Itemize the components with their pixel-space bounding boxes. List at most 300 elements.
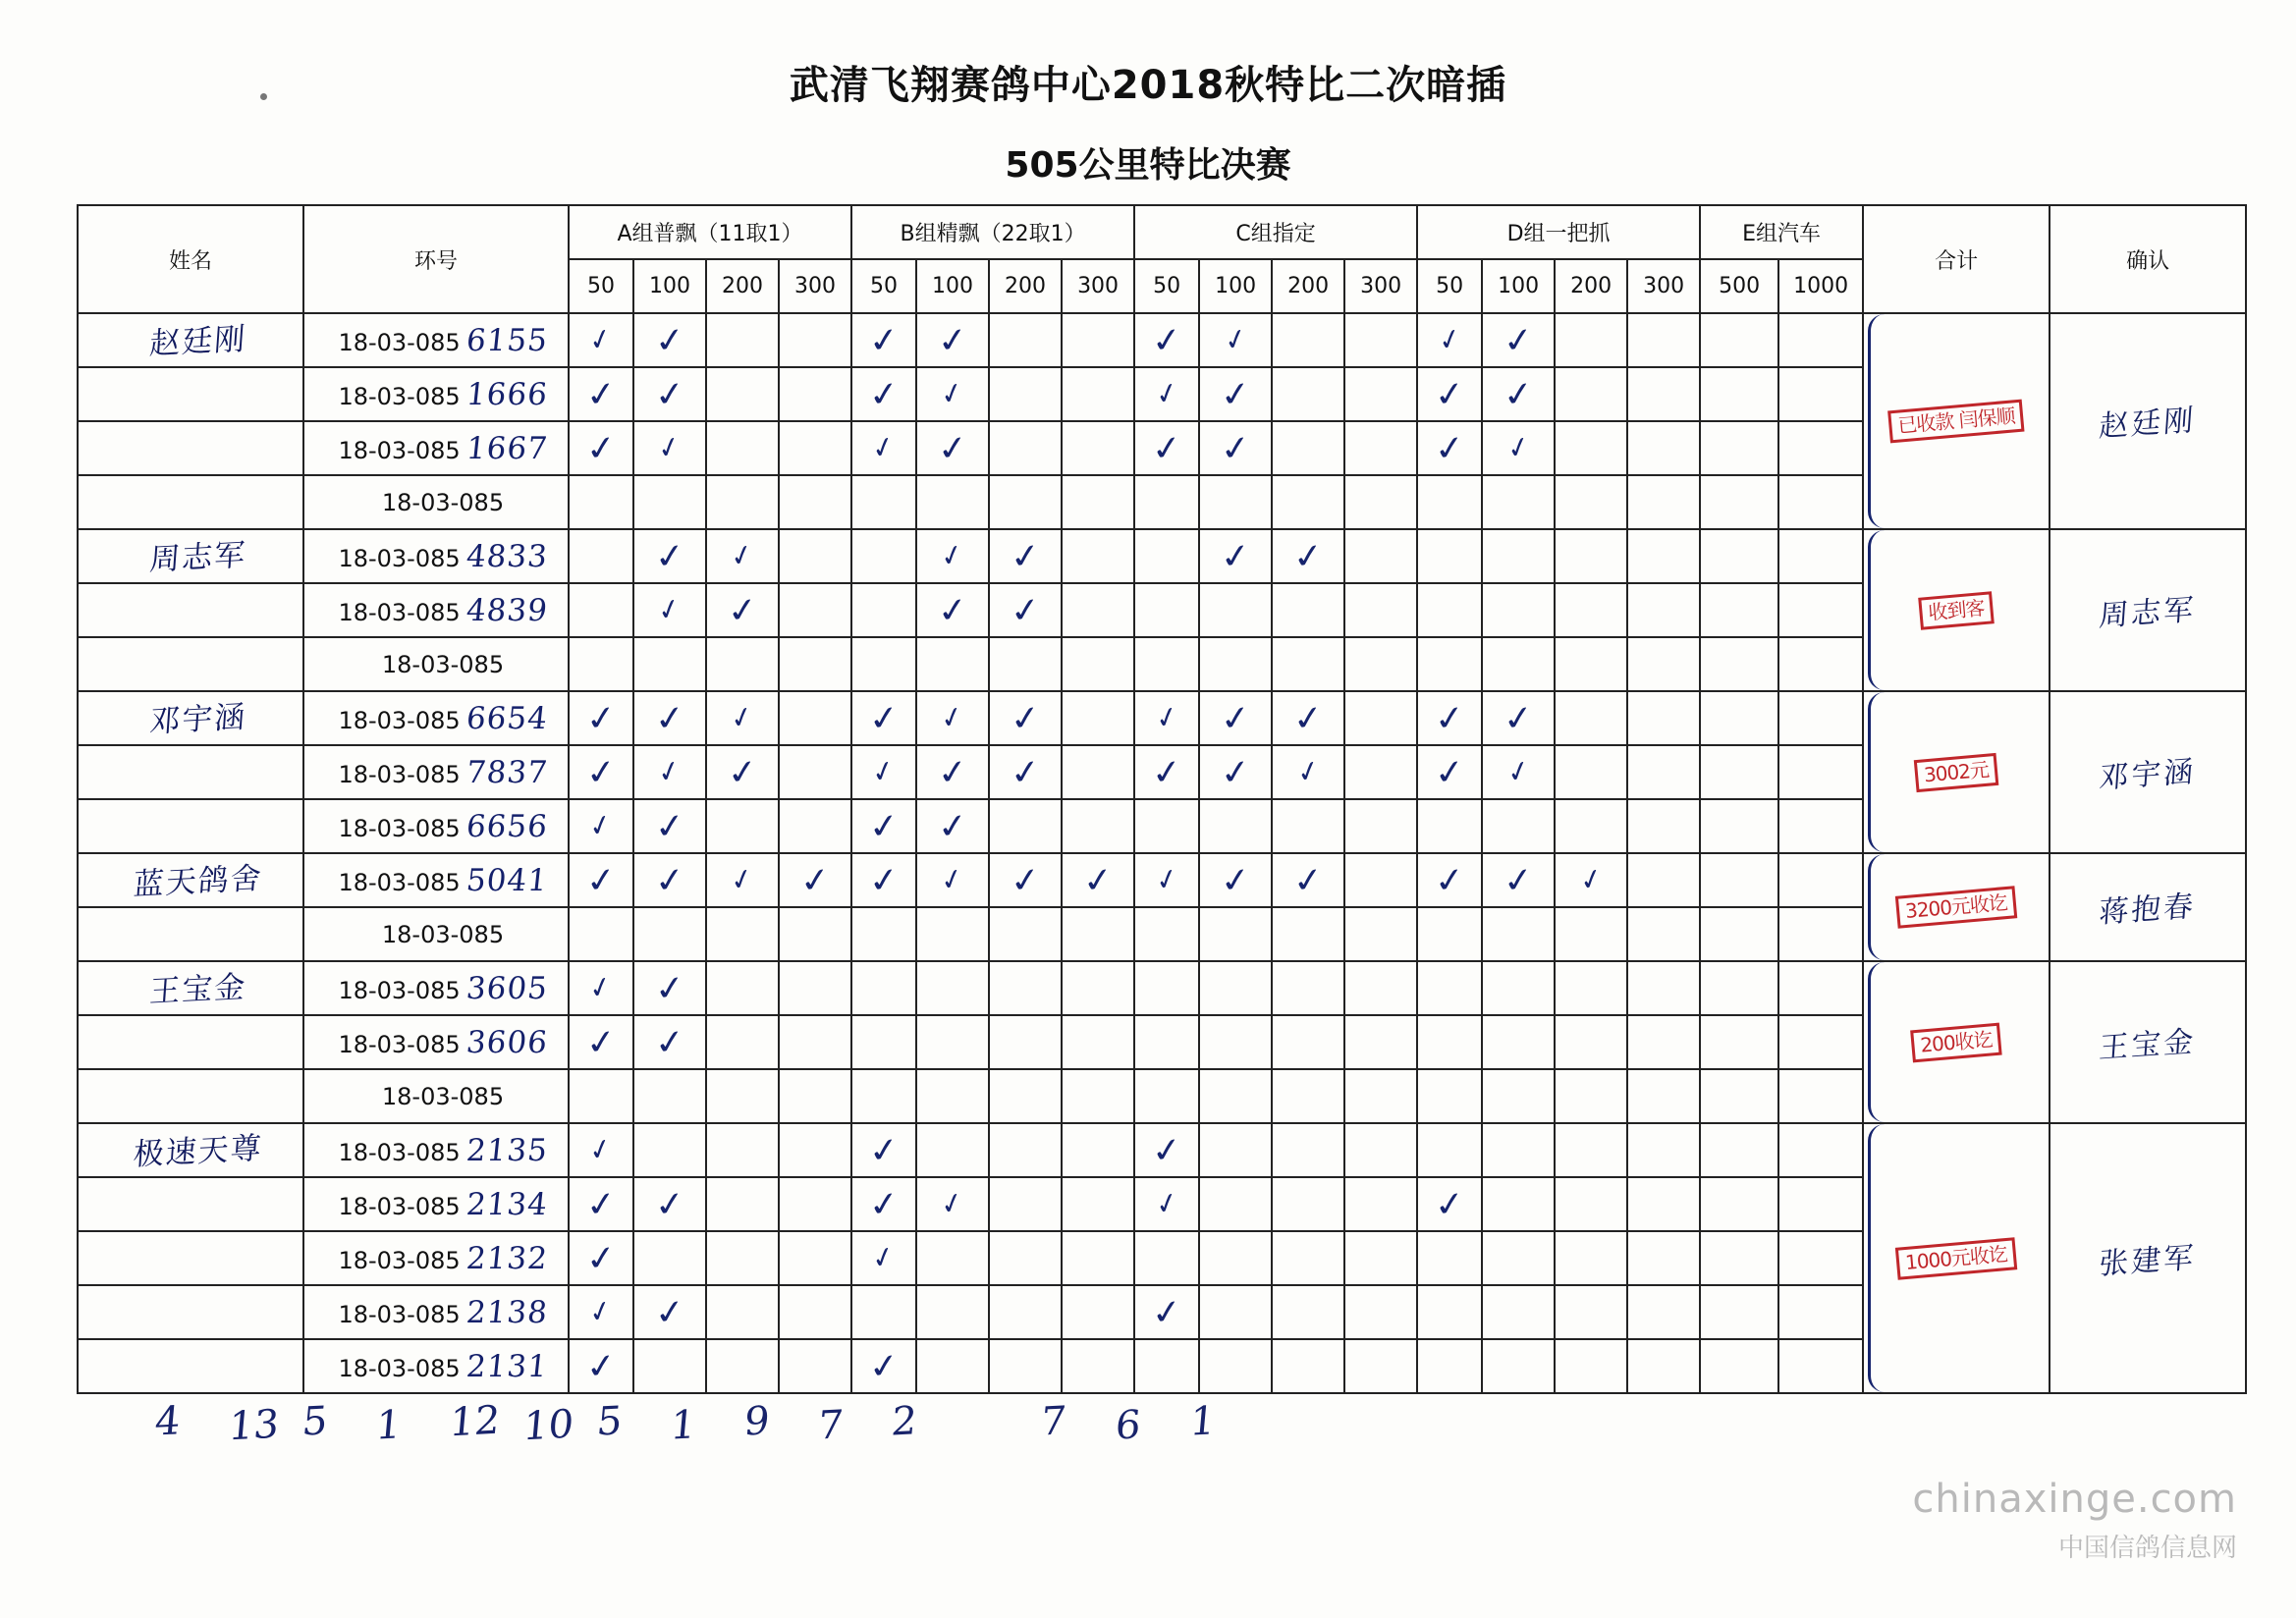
cell-check-empty [1555,1015,1627,1069]
cell-check-empty [851,475,916,529]
cell-check-empty [989,1015,1062,1069]
cell-check-empty [1062,583,1134,637]
cell-check-marked [706,745,779,799]
cell-check-empty [1778,1015,1863,1069]
cell-check-empty [1417,529,1482,583]
cell-check-empty [779,1285,851,1339]
ring-suffix-handwriting: 4833 [464,538,550,574]
column-total-handwriting: 1 [373,1402,404,1449]
payment-stamp: 收到客 [1918,591,1995,629]
cell-check-empty [1272,1339,1344,1393]
cell-confirm-signature [2050,853,2246,961]
cell-ring-number [303,853,569,907]
cell-check-empty [1627,1231,1700,1285]
header-d-100: 100 [1482,259,1555,313]
cell-check-empty [1555,799,1627,853]
cell-owner-name [78,1285,303,1339]
ring-suffix-handwriting: 2138 [464,1294,550,1330]
cell-check-empty [1778,853,1863,907]
table-row [78,961,2246,1015]
cell-check-empty [1627,853,1700,907]
cell-owner-name [78,961,303,1015]
header-b-200: 200 [989,259,1062,313]
signature-handwriting: 赵廷刚 [2098,403,2198,445]
cell-check-empty [706,1015,779,1069]
cell-check-empty [1344,1285,1417,1339]
cell-check-empty [1482,1339,1555,1393]
cell-check-empty [569,529,633,583]
cell-check-empty [1344,745,1417,799]
cell-check-empty [1134,961,1199,1015]
cell-check-empty [1700,745,1778,799]
owner-name-handwriting: 周志军 [148,537,248,578]
cell-check-empty [1482,1123,1555,1177]
check-icon: ✓ [651,1290,688,1334]
cell-check-empty [851,529,916,583]
column-total-handwriting: 6 [1113,1402,1143,1449]
cell-check-empty [1482,1177,1555,1231]
cell-check-marked [633,1285,706,1339]
cell-check-marked [1199,745,1272,799]
cell-check-empty [1417,907,1482,961]
check-icon: ✓ [934,804,971,848]
cell-check-marked [1134,853,1199,907]
cell-check-empty [1062,1285,1134,1339]
entry-table-wrapper [77,204,2223,1394]
check-icon: ✓ [651,534,688,578]
signature-handwriting: 邓宇涵 [2098,754,2198,796]
check-icon: ✓ [724,750,761,794]
ring-suffix-handwriting: 1666 [464,376,550,412]
cell-check-empty [1555,475,1627,529]
cell-check-empty [1778,799,1863,853]
check-icon: ✓ [1217,858,1254,902]
cell-check-marked [851,421,916,475]
cell-check-empty [1555,961,1627,1015]
ring-prefix: 18-03-085 [338,1192,461,1220]
check-icon: ✓ [1293,752,1323,791]
cell-check-empty [1627,421,1700,475]
check-icon: ✓ [651,372,688,416]
signature-handwriting: 周志军 [2098,592,2198,634]
cell-check-empty [989,1231,1062,1285]
cell-check-marked [1417,313,1482,367]
cell-check-marked [569,799,633,853]
cell-ring-number [303,1015,569,1069]
ring-suffix-handwriting: 2132 [464,1240,550,1276]
cell-check-marked [569,961,633,1015]
cell-check-empty [1482,1285,1555,1339]
check-icon: ✓ [724,588,761,632]
cell-check-empty [916,475,989,529]
cell-ring-number [303,475,569,529]
cell-check-empty [1199,1069,1272,1123]
column-total-handwriting: 5 [300,1398,330,1445]
check-icon: ✓ [1007,534,1044,578]
cell-check-marked [569,313,633,367]
cell-check-marked [916,583,989,637]
check-icon: ✓ [1500,696,1537,740]
cell-check-empty [1134,529,1199,583]
cell-check-empty [1062,691,1134,745]
cell-check-empty [1134,1069,1199,1123]
cell-check-marked [1134,745,1199,799]
check-icon: ✓ [934,318,971,362]
cell-owner-name [78,1123,303,1177]
payment-stamp: 200收讫 [1910,1022,2002,1062]
column-total-handwriting: 7 [815,1402,846,1449]
cell-check-empty [1555,367,1627,421]
cell-owner-name [78,1069,303,1123]
cell-check-empty [633,907,706,961]
cell-check-empty [1482,1231,1555,1285]
cell-check-empty [1199,1231,1272,1285]
cell-ring-number [303,1339,569,1393]
cell-confirm-signature [2050,313,2246,529]
cell-ring-number [303,1285,569,1339]
cell-owner-name [78,475,303,529]
cell-check-empty [1272,583,1344,637]
cell-check-empty [916,1069,989,1123]
cell-check-marked [1482,853,1555,907]
ring-prefix: 18-03-085 [338,436,461,464]
check-icon: ✓ [1148,426,1185,470]
check-icon: ✓ [865,1182,902,1226]
cell-check-empty [1134,799,1199,853]
cell-check-empty [1555,421,1627,475]
check-icon: ✓ [582,696,620,740]
cell-check-empty [1700,799,1778,853]
cell-ring-number [303,691,569,745]
check-icon: ✓ [651,1182,688,1226]
check-icon: ✓ [1152,860,1181,899]
cell-check-empty [1700,1069,1778,1123]
cell-check-empty [1555,313,1627,367]
cell-check-empty [1272,637,1344,691]
check-icon: ✓ [582,1182,620,1226]
cell-check-empty [916,961,989,1015]
cell-check-marked [1199,367,1272,421]
cell-check-empty [1134,1231,1199,1285]
cell-settlement-stamp [1863,1123,2050,1393]
cell-check-empty [1700,421,1778,475]
cell-check-empty [779,367,851,421]
cell-check-empty [1482,529,1555,583]
cell-check-empty [779,961,851,1015]
cell-check-marked [1417,691,1482,745]
cell-check-marked [851,745,916,799]
cell-check-marked [1134,1177,1199,1231]
cell-owner-name [78,583,303,637]
cell-confirm-signature [2050,529,2246,691]
check-icon: ✓ [1217,426,1254,470]
ring-prefix: 18-03-085 [381,1082,505,1110]
cell-check-empty [1199,1177,1272,1231]
cell-check-marked [706,691,779,745]
page-title: 武清飞翔赛鸽中心2018秋特比二次暗插 [789,63,1507,108]
cell-settlement-stamp [1863,961,2050,1123]
header-a-200: 200 [706,259,779,313]
check-icon: ✓ [582,750,620,794]
cell-check-empty [1778,1177,1863,1231]
cell-check-marked [989,529,1062,583]
cell-check-empty [851,1069,916,1123]
ring-suffix-handwriting: 4839 [464,592,550,628]
brace-mark [1868,1124,1885,1392]
cell-check-empty [1555,1231,1627,1285]
cell-settlement-stamp [1863,691,2050,853]
cell-check-marked [1134,1285,1199,1339]
check-icon: ✓ [1217,372,1254,416]
column-total-handwriting: 2 [889,1398,919,1445]
header-group-d: D组一把抓 [1417,205,1700,259]
cell-check-empty [779,637,851,691]
header-d-50: 50 [1417,259,1482,313]
cell-check-empty [633,637,706,691]
check-icon: ✓ [938,698,967,737]
cell-check-empty [989,799,1062,853]
ring-prefix: 18-03-085 [338,1300,461,1328]
header-e-500: 500 [1700,259,1778,313]
ring-suffix-handwriting: 2134 [464,1186,550,1222]
check-icon: ✓ [1148,750,1185,794]
header-a-300: 300 [779,259,851,313]
ring-prefix: 18-03-085 [338,976,461,1004]
cell-check-empty [1062,421,1134,475]
check-icon: ✓ [865,696,902,740]
cell-check-empty [851,907,916,961]
check-icon: ✓ [1221,320,1250,359]
cell-check-marked [851,1231,916,1285]
ring-suffix-handwriting: 3606 [464,1024,550,1060]
cell-check-empty [569,475,633,529]
column-total-handwriting: 4 [152,1398,183,1445]
cell-check-empty [1417,1285,1482,1339]
cell-check-empty [1778,475,1863,529]
table-body [78,313,2246,1393]
ring-prefix: 18-03-085 [338,598,461,626]
cell-check-marked [569,1231,633,1285]
cell-check-empty [916,1339,989,1393]
cell-check-empty [1555,1339,1627,1393]
cell-check-empty [1272,367,1344,421]
cell-check-marked [1199,421,1272,475]
cell-check-empty [1344,475,1417,529]
cell-check-empty [1700,583,1778,637]
column-total-handwriting: 1 [668,1402,698,1449]
cell-check-empty [706,1123,779,1177]
cell-check-empty [1062,313,1134,367]
check-icon: ✓ [934,588,971,632]
column-total-handwriting: 9 [741,1398,772,1445]
cell-check-empty [1344,421,1417,475]
column-total-handwriting: 10 [520,1401,576,1450]
cell-check-empty [1555,907,1627,961]
cell-check-empty [1555,583,1627,637]
check-icon: ✓ [651,858,688,902]
cell-check-empty [1199,1015,1272,1069]
cell-check-empty [989,313,1062,367]
check-icon: ✓ [1007,696,1044,740]
cell-check-empty [1482,799,1555,853]
cell-check-marked [1272,529,1344,583]
cell-check-empty [706,421,779,475]
cell-ring-number [303,421,569,475]
cell-check-empty [706,1339,779,1393]
check-icon: ✓ [1431,750,1468,794]
cell-check-empty [1627,1069,1700,1123]
cell-check-empty [1062,745,1134,799]
cell-check-empty [1778,421,1863,475]
cell-check-marked [706,529,779,583]
ring-prefix: 18-03-085 [338,328,461,356]
cell-ring-number [303,745,569,799]
cell-check-marked [633,583,706,637]
cell-check-empty [989,367,1062,421]
cell-check-empty [1627,367,1700,421]
cell-check-marked [1134,691,1199,745]
cell-confirm-signature [2050,691,2246,853]
cell-check-empty [1627,1285,1700,1339]
cell-check-empty [1482,1069,1555,1123]
owner-name-handwriting: 蓝天鸽舍 [132,860,264,903]
header-c-50: 50 [1134,259,1199,313]
cell-check-empty [1417,1123,1482,1177]
table-row [78,313,2246,367]
check-icon: ✓ [865,804,902,848]
cell-check-empty [1344,961,1417,1015]
check-icon: ✓ [1152,698,1181,737]
cell-check-marked [633,853,706,907]
cell-check-empty [1778,1231,1863,1285]
cell-check-empty [633,475,706,529]
cell-check-marked [916,853,989,907]
header-confirm: 确认 [2050,205,2246,313]
cell-ring-number [303,367,569,421]
cell-check-empty [916,637,989,691]
payment-stamp: 3002元 [1914,752,1998,791]
cell-check-empty [1700,475,1778,529]
cell-check-marked [706,853,779,907]
cell-check-empty [1199,1123,1272,1177]
check-icon: ✓ [865,372,902,416]
cell-check-empty [1344,1069,1417,1123]
check-icon: ✓ [586,1130,616,1169]
header-group-c: C组指定 [1134,205,1417,259]
header-b-300: 300 [1062,259,1134,313]
cell-check-empty [1778,1123,1863,1177]
header-d-300: 300 [1627,259,1700,313]
check-icon: ✓ [651,804,688,848]
check-icon: ✓ [586,968,616,1007]
cell-check-empty [1700,961,1778,1015]
cell-check-marked [916,691,989,745]
ring-prefix: 18-03-085 [338,1030,461,1058]
check-icon: ✓ [1079,858,1117,902]
header-b-100: 100 [916,259,989,313]
cell-check-empty [1344,853,1417,907]
cell-check-empty [1627,529,1700,583]
cell-check-marked [1417,745,1482,799]
cell-check-empty [779,475,851,529]
cell-check-empty [1062,1069,1134,1123]
cell-check-marked [1272,853,1344,907]
cell-check-marked [633,313,706,367]
cell-check-empty [779,1231,851,1285]
cell-check-empty [989,421,1062,475]
cell-owner-name [78,529,303,583]
cell-check-empty [1062,1231,1134,1285]
cell-check-empty [916,1285,989,1339]
header-b-50: 50 [851,259,916,313]
cell-check-empty [1272,1231,1344,1285]
cell-check-empty [1272,475,1344,529]
cell-check-empty [1417,475,1482,529]
check-icon: ✓ [582,426,620,470]
cell-check-empty [1700,1177,1778,1231]
check-icon: ✓ [655,428,684,467]
check-icon: ✓ [1431,426,1468,470]
cell-check-empty [706,1177,779,1231]
check-icon: ✓ [1431,696,1468,740]
column-total-handwriting: 13 [226,1401,282,1450]
cell-check-empty [1555,1285,1627,1339]
signature-handwriting: 王宝金 [2098,1024,2198,1066]
check-icon: ✓ [938,374,967,413]
header-name: 姓名 [78,205,303,313]
ring-prefix: 18-03-085 [338,1354,461,1382]
cell-check-empty [989,1285,1062,1339]
cell-check-empty [779,745,851,799]
cell-check-marked [989,691,1062,745]
cell-check-empty [1555,1069,1627,1123]
cell-check-empty [569,1069,633,1123]
owner-name-handwriting: 王宝金 [148,969,248,1010]
cell-check-empty [1555,1123,1627,1177]
brace-mark [1868,692,1885,852]
cell-check-empty [706,799,779,853]
cell-check-empty [1778,1069,1863,1123]
cell-check-marked [851,853,916,907]
check-icon: ✓ [865,318,902,362]
check-icon: ✓ [1503,428,1533,467]
cell-check-marked [916,313,989,367]
table-head [78,205,2246,313]
cell-check-marked [1417,367,1482,421]
cell-check-empty [1344,799,1417,853]
check-icon: ✓ [1148,318,1185,362]
header-d-200: 200 [1555,259,1627,313]
cell-check-empty [1344,1177,1417,1231]
check-icon: ✓ [651,318,688,362]
cell-owner-name [78,745,303,799]
cell-check-empty [1700,1123,1778,1177]
cell-check-empty [1272,1177,1344,1231]
cell-check-empty [633,1339,706,1393]
cell-check-empty [779,1069,851,1123]
ring-prefix: 18-03-085 [338,382,461,410]
cell-check-marked [569,745,633,799]
cell-check-empty [1062,961,1134,1015]
cell-check-empty [706,1285,779,1339]
cell-check-empty [1199,961,1272,1015]
cell-check-empty [1700,853,1778,907]
cell-check-marked [633,1177,706,1231]
cell-check-marked [916,367,989,421]
cell-check-marked [851,1177,916,1231]
check-icon: ✓ [1435,320,1464,359]
cell-check-empty [706,907,779,961]
